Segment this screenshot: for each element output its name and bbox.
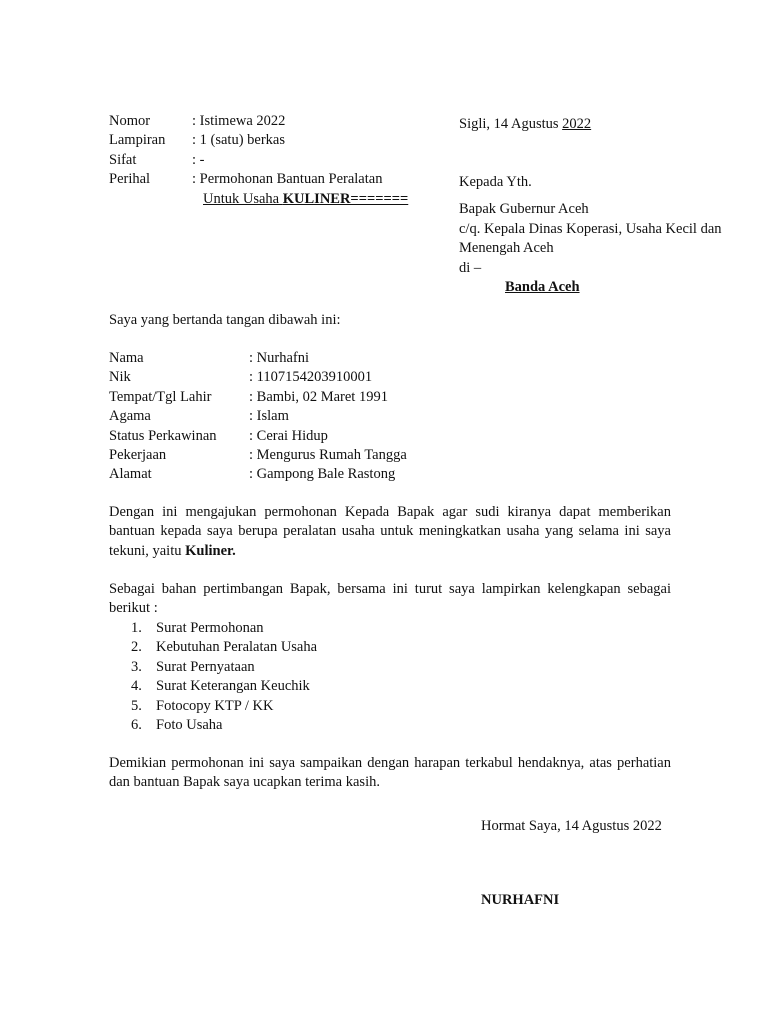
recipient-city: Banda Aceh <box>505 279 580 296</box>
recipient-name: Bapak Gubernur Aceh <box>459 201 589 218</box>
recipient-cq: c/q. Kepala Dinas Koperasi, Usaha Kecil dan Menengah Aceh <box>459 220 722 257</box>
meta-label: Lampiran <box>109 132 166 149</box>
identity-row <box>109 446 407 465</box>
meta-row-perihal <box>109 170 408 189</box>
meta-label: Sifat <box>109 151 137 168</box>
list-number: 4. <box>131 678 142 695</box>
meta-value: : 1 (satu) berkas <box>192 132 286 149</box>
list-item <box>131 697 317 716</box>
request-paragraph <box>109 503 671 561</box>
place-date-year: 2022 <box>562 116 592 132</box>
list-number: 1. <box>131 620 142 636</box>
identity-label: Nama <box>109 350 144 366</box>
list-text: Foto Usaha <box>156 717 223 734</box>
place-date-text: Sigli, 14 Agustus <box>459 116 563 132</box>
identity-value: : Nurhafni <box>249 350 309 366</box>
list-item <box>131 619 317 638</box>
list-item <box>131 658 317 677</box>
meta-row-perihal-cont <box>109 190 408 209</box>
list-number: 2. <box>131 639 142 656</box>
list-item <box>131 638 317 657</box>
list-text: Surat Pernyataan <box>156 658 255 675</box>
identity-label: Alamat <box>109 466 152 483</box>
place-date <box>459 115 591 134</box>
signature-name: NURHAFNI <box>481 892 560 908</box>
perihal-text: Untuk Usaha <box>203 190 283 207</box>
identity-value: : Bambi, 02 Maret 1991 <box>249 388 388 405</box>
identity-label: Agama <box>109 408 151 425</box>
identity-row <box>109 368 407 387</box>
identity-label: Nik <box>109 369 131 386</box>
list-text: Surat Keterangan Keuchik <box>156 678 310 695</box>
meta-label: Nomor <box>109 113 151 129</box>
recipient-greeting: Kepada Yth. <box>459 174 532 190</box>
recipient-di: di – <box>459 259 482 276</box>
list-number: 6. <box>131 717 142 734</box>
meta-row-lampiran <box>109 131 408 150</box>
meta-value: : Istimewa 2022 <box>192 113 286 129</box>
identity-label: Tempat/Tgl Lahir <box>109 388 212 405</box>
attachment-intro: Sebagai bahan pertimbangan Bapak, bersama ini turut saya lampirkan kelengkapan sebagai berikut : <box>109 581 671 617</box>
perihal-continuation <box>192 190 408 209</box>
identity-label: Pekerjaan <box>109 447 167 464</box>
perihal-bold: KULINER======= <box>282 190 409 207</box>
identity-row <box>109 407 407 426</box>
meta-label: Perihal <box>109 171 151 188</box>
identity-row <box>109 349 407 368</box>
identity-value: : Mengurus Rumah Tangga <box>249 447 407 464</box>
meta-value: : Permohonan Bantuan Peralatan <box>192 171 383 188</box>
identity-value: : Cerai Hidup <box>249 427 328 444</box>
identity-row <box>109 427 407 446</box>
list-text: Fotocopy KTP / KK <box>156 697 274 714</box>
meta-row-nomor <box>109 112 408 131</box>
list-item <box>131 677 317 696</box>
list-number: 5. <box>131 697 142 714</box>
recipient-address <box>459 173 749 297</box>
attachment-list <box>131 619 317 735</box>
intro-text: Saya yang bertanda tangan dibawah ini: <box>109 312 341 328</box>
identity-value: : Gampong Bale Rastong <box>249 466 396 483</box>
identity-label: Status Perkawinan <box>109 427 217 444</box>
request-text: Dengan ini mengajukan permohonan Kepada Bapak agar sudi kiranya dapat memberikan bantuan kepada saya berupa peralatan usaha untuk meningkatkan usaha yang selama ini saya tekuni, yaitu <box>109 504 671 559</box>
identity-row <box>109 388 407 407</box>
identity-value: : 1107154203910001 <box>249 369 373 386</box>
list-number: 3. <box>131 658 142 675</box>
meta-row-sifat <box>109 151 408 170</box>
closing-paragraph: Demikian permohonan ini saya sampaikan dengan harapan terkabul hendaknya, atas perhatian dan bantuan Bapak saya ucapkan terima kasih. <box>109 755 671 791</box>
request-bold: Kuliner. <box>185 542 236 559</box>
letter-meta <box>109 112 408 209</box>
meta-value: : - <box>192 151 205 168</box>
identity-table <box>109 349 407 485</box>
list-text: Surat Permohonan <box>156 620 264 636</box>
identity-row <box>109 465 407 484</box>
signature-regards: Hormat Saya, 14 Agustus 2022 <box>481 818 662 834</box>
list-text: Kebutuhan Peralatan Usaha <box>156 639 318 656</box>
list-item <box>131 716 317 735</box>
identity-value: : Islam <box>249 408 289 425</box>
